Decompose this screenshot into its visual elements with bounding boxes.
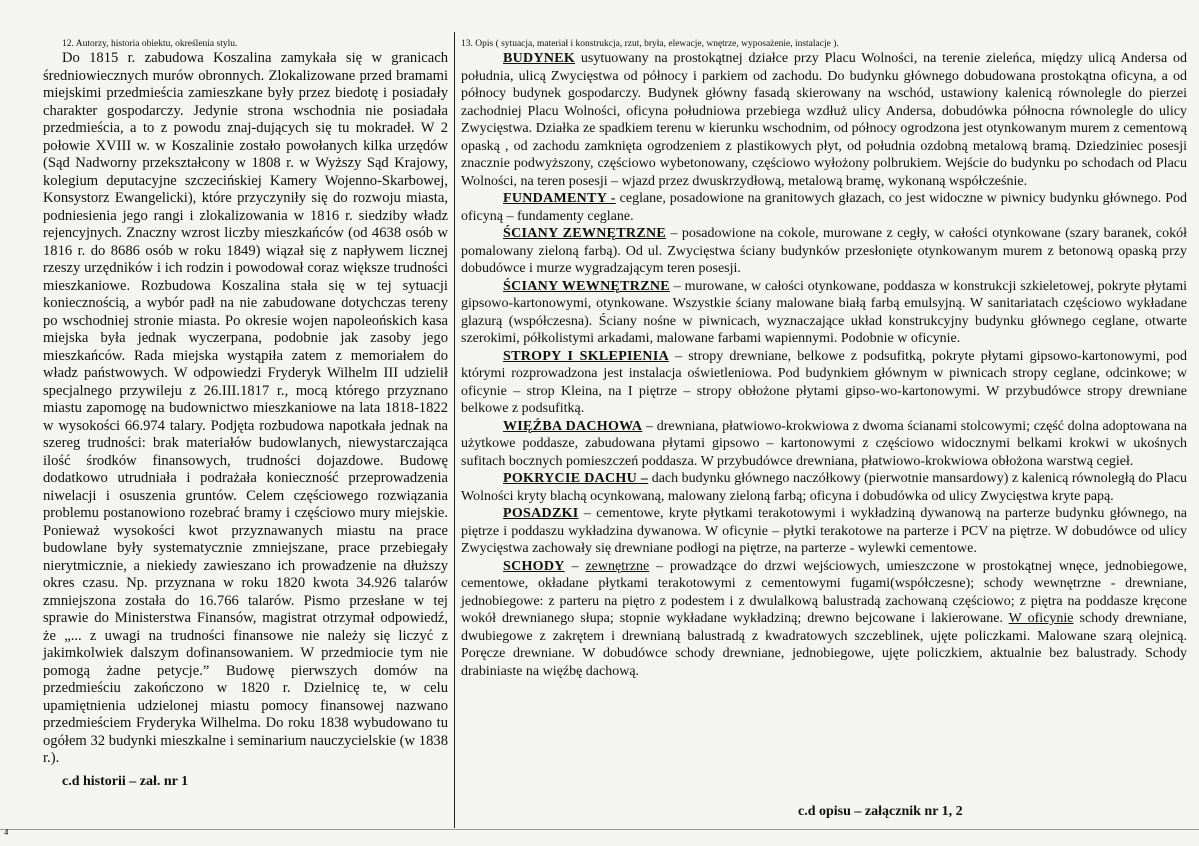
history-header: 12. Autorzy, historia obiektu, określenia stylu. [62, 39, 238, 49]
history-column [43, 38, 448, 790]
section-budynek: BUDYNEK usytuowany na prostokątnej działce przy Placu Wolności, na terenie zieleńca, między ulicą Andersa od południa, ulicą Zwycięstwa od północy i parkiem od zachodu. Do budynku głównego dobudowana prostokątna oficyna, a od północy budynek gospodarczy. Budynek główny fasadą skierowany na wschód, ustawiony kalenicą równolegle do pierzei zachodniej Placu Wolności, oficyna południowa przebiega wzdłuż ulicy Andersa, dobudówka północna równolegle do ulicy Zwycięstwa. Działka ze spadkiem terenu w kierunku wschodnim, od północy ogrodzona jest otynkowanym murem z cementową opaską , od zachodu zamknięta ogrodzeniem z plastikowych płyt, od południa ozdobną metalową bramą. Dziedziniec posesji znacznie podwyższony, częściowo wybetonowany, częściowo wyłożony polbrukiem. Wejście do budynku po schodach od Placu Wolności, na teren posesji – wjazd przez dwuskrzydłową, metalową bramę, wykonaną współcześnie. [461, 51, 1187, 189]
description-continuation: c.d opisu – załącznik nr 1, 2 [798, 804, 963, 819]
bottom-rule [0, 829, 1199, 830]
section-sciany-wewnetrzne: ŚCIANY WEWNĘTRZNE – murowane, w całości otynkowane, poddasza w konstrukcji szkieletowej, pokryte płytami gipsowo-kartonowymi, otynkowane. Wszystkie ściany malowane białą farbą emulsyjną. W sanitariatach częściowo wykładane glazurą (współczesna). Ściany nośne w piwnicach, wyznaczające układ konstrukcyjny budynku głównego ceglane, otwarte szerokimi, półkolistymi arkadami, malowane farbami wapiennymi. Podobnie w oficynie. [461, 278, 1188, 346]
section-schody: SCHODY – zewnętrzne – prowadzące do drzwi wejściowych, umieszczone w prostokątnej wnęce, jednobiegowe, cementowe, okładane płytkami terakotowymi z cementowymi fugami(współczesne); schody wewnętrzne - drewniane, jednobiegowe: z parteru na piętro z podestem i z dwulalkową balustradą zachowaną częściowo; z piętra na poddasze kręcone wokół drewnianego słupa; stopnie wykładane wykładziną; drewno bejcowane i lakierowane. W oficynie schody drewniane, dwubiegowe z zakrętem i drewnianą balustradą z kwadratowych szczeblinek, ujęte policzkami. Malowane szarą olejnicą. Poręcze drewniane. W dobudówce schody drewniane, jednobiegowe, ujęte policzkiem, aktualnie bez balustrady. Schody drabiniaste na więźbę dachową. [461, 558, 1187, 679]
section-posadzki: POSADZKI – cementowe, kryte płytkami terakotowymi i wykładziną dywanową na parterze budynku głównego, na piętrze i poddaszu wykładzina dywanowa. W oficynie – płytki terakotowe na parterze i PCV na piętrze. W dobudówce od ulicy Zwycięstwa zachowały się drewniane podłogi na piętrze, na parterze - wylewki cementowe. [461, 506, 1187, 556]
margin-mark: ⁴ [4, 826, 9, 841]
description-column [461, 38, 1188, 819]
section-fundamenty: FUNDAMENTY - ceglane, posadowione na granitowych głazach, co jest widoczne w piwnicy budynku głównego. Pod oficyną – fundamenty ceglane. [461, 191, 1187, 224]
column-divider [454, 32, 455, 828]
section-wiezba: WIĘŹBA DACHOWA – drewniana, płatwiowo-krokwiowa z dwoma ścianami stolcowymi; część dolna adoptowana na użytkowe poddasze, zabudowana płytami gipsowo – kartonowymi z częściowo widocznymi belkami krokwi w ukośnych sufitach bocznych pomieszczeń poddasza. W przybudówce drewniana, płatwiowo-krokwiowa obłożona warstwą cegieł. [461, 418, 1187, 469]
history-continuation: c.d historii – zał. nr 1 [62, 773, 189, 789]
history-paragraph-1: Do 1815 r. zabudowa Koszalina zamykała się w granicach średniowiecznych murów obronnych. Zlokalizowane przed bramami miejskimi przedmieścia zamieszkane były przez biedotę i posiadały charakter gospodarczy. Jedynie strona wschodnia nie posiadała przedmieścia, a to z powodu znaj-dujących się tu mokradeł. W 2 połowie XVIII w. w Koszalinie zostało powołanych kilka urzędów (Sąd Nadworny przekształcony w 1808 r. w Wyższy Sąd Krajowy, kolegium deputacyjne szczecińskiej Kamery Wojenno-Skarbowej, Konsystorz Ewangelicki), które przyczyniły się do rozwoju miasta, podniesienia jego rangi i zlokalizowania w 1816 r. siedziby władz rejencyjnych. Znaczny wzrost liczby mieszkańców (od 4638 osób w 1816 r. do 8686 osób w roku 1849) wiązał się z napływem licznej rzeszy urzędników i ich rodzin i powodował coraz większe trudności mieszkaniowe. Rozbudowa Koszalina stała się w tej sytuacji koniecznością, a wybór padł na nie zabudowane dotychczas tereny po wschodniej stronie miasta. Po okresie wojen napoleońskich kasa miejska była jednak wyczerpana, podobnie jak zasoby jego mieszkańców. Rada miejska wystąpiła zatem z memoriałem do władz państwowych. W odpowiedzi Fryderyk Wilhelm III udzielił specjalnego przywileju z 26.III.1817 r., mocą którego przyznano miastu zapomogę na budownictwo mieszkaniowe na lata 1818-1822 w wysokości 66.974 talary. Podjęta rozbudowa napotkała jednak na szereg trudności: brak materiałów budowlanych, niewystarczająca ilość środków finansowych, trudności dojazdowe. Budowę dodatkowo utrudniała i podrażała konieczność przeprowadzenia niwelacji i osuszenia gruntów. Celem częściowego rozwiązania problemu postanowiono rozebrać bramy i częściowo mury miejskie. Ponieważ wysokości kwot przyznawanych miastu na prace budowlane były systematycznie zmniejszane, prace przebiegały nierytmicznie, a niekiedy zawieszano ich prowadzenie na dłuższy okres czasu. Np. przyznana w roku 1820 kwota 34.926 talarów zmniejszona została do 16.766 talarów. Pismo przesłane w tej sprawie do Ministerstwa Finansów, magistrat otrzymał odpowiedź, że „... z uwagi na trudności finansowe nie należy się liczyć z jakimkolwiek dalszym dofinansowaniem. W przedmiocie tym nie pomogą żadne petycje.” Budowę pierwszych domów na przedmieściu zakończono w 1820 r. Dzielnicę te, w celu upamiętnienia udzielonej miastu pomocy finansowej nazwano przedmieściem Fryderyka Wilhelma. Do roku 1838 wybudowano tu ogółem 32 budynki mieszkalne i seminarium nauczycielskie (w 1838 r.). [43, 50, 448, 766]
section-sciany-zewnetrzne: ŚCIANY ZEWNĘTRZNE – posadowione na cokole, murowane z cegły, w całości otynkowane (szary baranek, cokół pomalowany zieloną farbą). Od ul. Zwycięstwa ściany budynków przesłonięte otynkowanym murem z betonową opaską przy dobudówce i murze wygradzającym teren posesji. [461, 226, 1187, 276]
description-header: 13. Opis ( sytuacja, materiał i konstrukcja, rzut, bryła, elewacje, wnętrze, wyposażenie, instalacje ). [461, 39, 839, 49]
section-stropy: STROPY I SKLEPIENIA – stropy drewniane, belkowe z podsufitką, pokryte płytami gipsowo-kartonowymi, pod którymi rozprowadzona jest instalacja oświetleniowa. Pod budynkiem głównym w piwnicach stropy ceglane, odcinkowe; w oficynie – strop Kleina, na I piętrze – stropy obłożone płytami gipso-wo-kartonowymi. W przybudówce stropy drewniane belkowe z podsufitką. [461, 348, 1187, 416]
section-pokrycie: POKRYCIE DACHU – dach budynku głównego naczółkowy (pierwotnie mansardowy) z kalenicą równoległą do Placu Wolności kryty blachą ocynkowaną, malowany zieloną farbą; oficyna i dobudówka od ulicy Zwycięstwa kryte papą. [461, 471, 1188, 504]
